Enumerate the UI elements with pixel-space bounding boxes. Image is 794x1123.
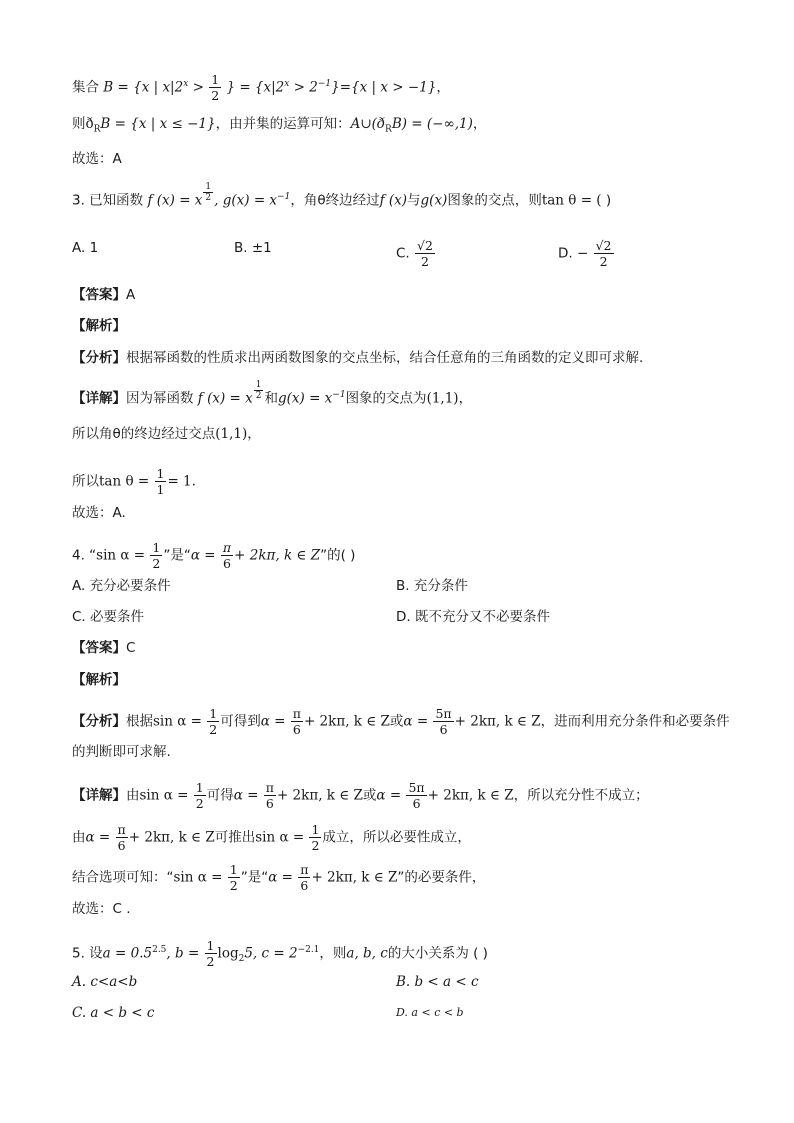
sub: R: [93, 124, 101, 135]
text: 或: [389, 713, 404, 730]
math: f (x) = x: [147, 192, 203, 209]
text: 3. 已知函数: [72, 192, 144, 209]
text: ，: [247, 426, 261, 442]
text: 可推出: [214, 829, 256, 846]
tag: 【详解】: [72, 787, 126, 804]
fraction: [291, 706, 303, 737]
q3-option-d: [558, 238, 615, 269]
text: ，角θ终边经过: [290, 192, 380, 209]
text: ，进而利用充分条件和必要条件: [540, 713, 730, 730]
num: 1: [311, 822, 320, 837]
fraction: [194, 780, 206, 811]
sup: x: [183, 79, 189, 89]
num: π: [265, 780, 274, 795]
text: 因为幂函数: [126, 390, 194, 407]
den: 2: [421, 254, 429, 269]
math: tan θ = (: [541, 192, 602, 209]
math: α =: [376, 787, 402, 804]
q5-option-c: C. a < b < c: [72, 1005, 155, 1021]
detail-3: [72, 380, 473, 409]
math: g(x): [420, 192, 448, 209]
math: sin α =: [153, 713, 202, 730]
math: , b =: [166, 945, 200, 962]
num: 1: [195, 780, 204, 795]
num: π: [292, 706, 301, 721]
math: + 2kπ, k ∈ Z: [427, 787, 514, 804]
text: ”是“: [163, 547, 191, 564]
den: 2: [152, 556, 161, 571]
sup: [202, 182, 214, 203]
text: 5. 设: [72, 945, 103, 962]
tag: 【详解】: [72, 390, 126, 407]
num: 1: [211, 72, 220, 87]
math: + 2kπ, k ∈ Z: [454, 713, 541, 730]
fraction: [433, 706, 453, 737]
question-5: [72, 938, 488, 969]
sup: −1: [277, 192, 291, 202]
fraction: [155, 466, 167, 497]
text: ”的必要条件，: [397, 869, 486, 886]
math: + 2kπ, k ∈ Z: [276, 787, 363, 804]
text: C.: [396, 245, 410, 262]
answer-line-4: 故选：C .: [72, 901, 131, 917]
den: 6: [292, 722, 301, 737]
sup: −1: [332, 390, 346, 400]
num: π: [117, 822, 126, 837]
math: B = {x | x ≤ −1}: [100, 116, 216, 132]
text: ，: [472, 116, 487, 132]
q4-option-d: D. 既不充分又不必要条件: [396, 609, 550, 625]
text: 或: [362, 787, 377, 804]
text: 4. “: [72, 547, 97, 564]
fraction: [203, 182, 213, 203]
text: 结合选项可知：“: [72, 869, 174, 886]
math: tan θ =: [99, 473, 150, 490]
tag: 【分析】: [72, 350, 126, 366]
math: (1,1): [426, 390, 459, 407]
answer-line: 故选：A: [72, 151, 122, 167]
num: 5π: [435, 706, 452, 721]
fraction: [309, 822, 321, 853]
fraction: [264, 780, 276, 811]
math: 5, c = 2: [244, 945, 298, 962]
math: + 2kπ, k ∈ Z: [303, 713, 390, 730]
fraction: [207, 706, 219, 737]
sub: R: [385, 124, 392, 135]
q4-option-c: C. 必要条件: [72, 609, 145, 625]
sup: x: [284, 79, 290, 89]
num: 1: [209, 706, 218, 721]
text: 可得: [206, 787, 234, 804]
text: C: [126, 640, 136, 656]
text: ”的( ): [320, 547, 356, 564]
fraction: [406, 780, 426, 811]
q5-option-b: B. b < a < c: [396, 974, 479, 990]
text: 的大小关系为 ( ): [387, 945, 488, 962]
fraction: [228, 862, 240, 893]
den: 6: [117, 838, 126, 853]
fraction: [298, 862, 310, 893]
math: a = 0.5: [102, 945, 153, 962]
text: ，所以充分性不成立；: [513, 787, 649, 804]
text: 和: [264, 390, 278, 407]
analysis-header: [72, 316, 126, 336]
gt: >: [192, 79, 209, 96]
q5-option-a: A. c<a<b: [72, 974, 138, 990]
num: π: [222, 540, 232, 555]
tag: 【分析】: [72, 713, 126, 730]
fraction: [594, 238, 614, 269]
num: √2: [595, 238, 612, 253]
num: 1: [229, 862, 238, 877]
tag: 【答案】: [72, 287, 126, 303]
sup: [253, 380, 265, 401]
analysis-4-line-2: 的判断即可求解.: [72, 744, 171, 760]
q5-option-d: D. a < c < b: [396, 1006, 464, 1019]
num: 1: [205, 182, 212, 192]
q3-option-c: [396, 238, 436, 269]
den: 2: [255, 391, 262, 401]
text: 集合: [72, 79, 99, 96]
math: g(x) = x: [277, 390, 333, 407]
math: B = {x | x|2: [103, 79, 184, 96]
text: ): [601, 192, 612, 209]
math: sin α =: [173, 869, 223, 886]
den: 6: [223, 556, 231, 571]
detail-3-line-2: [72, 424, 261, 444]
den: 2: [209, 722, 218, 737]
fraction: [221, 540, 233, 571]
sup: −2.1: [297, 945, 320, 955]
num: √2: [417, 238, 433, 253]
analysis-header-4: [72, 670, 126, 690]
den: 6: [265, 796, 274, 811]
math: α =: [85, 829, 111, 846]
text: ”是“: [240, 869, 269, 886]
analysis-3: [72, 348, 643, 368]
num: 1: [156, 466, 165, 481]
math: + 2kπ, k ∈ Z: [234, 547, 321, 564]
math: + 2kπ, k ∈ Z: [128, 829, 215, 846]
fraction: [116, 822, 128, 853]
text: 图象的交点，则: [447, 192, 542, 209]
answer-4: [72, 638, 135, 658]
detail-4-line-3: [72, 862, 485, 893]
num: 1: [152, 540, 161, 555]
sub: 2: [238, 954, 245, 965]
tag: 【解析】: [72, 672, 126, 688]
math: + 2kπ, k ∈ Z: [311, 869, 398, 886]
answer-line-3: 故选：A.: [72, 505, 126, 521]
q4-option-b: B. 充分条件: [396, 578, 468, 594]
math: }={x | x > −1}: [331, 79, 437, 96]
text: ，: [458, 390, 473, 407]
question-4: [72, 540, 355, 571]
num: 1: [255, 380, 262, 390]
den: 6: [439, 722, 448, 737]
text: A: [126, 287, 136, 303]
text: 由: [126, 787, 140, 804]
math: α =: [403, 713, 429, 730]
math: > 2: [289, 79, 318, 96]
den: 6: [412, 796, 421, 811]
question-3: [72, 182, 612, 211]
den: 2: [205, 193, 212, 203]
math: f (x) = x: [197, 390, 253, 407]
detail-3-line-3: [72, 466, 196, 497]
den: 1: [156, 482, 165, 497]
text: 根据: [126, 713, 153, 730]
text: 由: [72, 829, 86, 846]
set-b-definition: [72, 72, 450, 103]
fraction: [209, 72, 221, 103]
text: 则: [72, 116, 86, 132]
den: 2: [229, 878, 238, 893]
den: 2: [311, 838, 320, 853]
text: 图象的交点为: [345, 390, 427, 407]
math: log: [217, 945, 239, 962]
fraction: [205, 938, 217, 969]
num: 1: [206, 938, 215, 953]
detail-4-line-2: [72, 822, 471, 853]
math: a, b, c: [346, 945, 388, 962]
q4-option-a: A. 充分必要条件: [72, 578, 171, 594]
fraction: [254, 380, 264, 401]
math: α =: [260, 713, 286, 730]
math: B) = (−∞,1): [391, 116, 473, 132]
den: 6: [300, 878, 309, 893]
math: α =: [268, 869, 293, 886]
text: 所以: [72, 473, 99, 490]
den: 2: [211, 88, 220, 103]
text: 所以角θ的终边经过交点: [72, 426, 216, 442]
text: 可得到: [220, 713, 261, 730]
sup: 2.5: [152, 945, 167, 955]
text: ，则: [319, 945, 347, 962]
num: 5π: [408, 780, 425, 795]
text: 根据幂函数的性质求出两函数图象的交点坐标，结合任意角的三角函数的定义即可求解.: [126, 350, 644, 366]
math: A∪(ð: [350, 116, 386, 132]
den: 2: [599, 254, 608, 269]
num: π: [300, 862, 309, 877]
math: = 1.: [167, 473, 196, 490]
text: 成立，所以必要性成立，: [322, 829, 471, 846]
math: , g(x) = x: [214, 192, 278, 209]
fraction: [415, 238, 435, 269]
math: f (x): [379, 192, 408, 209]
fraction: [150, 540, 162, 571]
tag: 【答案】: [72, 640, 126, 656]
text: 与: [407, 192, 421, 209]
q3-option-a: A. 1: [72, 240, 99, 256]
text: ，由并集的运算可知：: [215, 116, 351, 132]
tag: 【解析】: [72, 318, 126, 334]
math: } = {x|2: [226, 79, 285, 96]
detail-4: [72, 780, 649, 811]
complement-line: [72, 114, 486, 134]
math: (1,1): [215, 426, 248, 442]
math: sin α =: [96, 547, 146, 564]
sup: −1: [317, 79, 332, 89]
text: ，: [436, 79, 450, 96]
math: sin α =: [255, 829, 305, 846]
math: α =: [233, 787, 259, 804]
q3-option-b: B. ±1: [234, 240, 272, 256]
den: 2: [206, 954, 215, 969]
analysis-4: [72, 706, 730, 737]
text: D. −: [558, 245, 589, 262]
den: 2: [195, 796, 204, 811]
math: ð: [85, 116, 94, 132]
math: α =: [190, 547, 216, 564]
math: sin α =: [139, 787, 189, 804]
answer-3: [72, 285, 135, 305]
